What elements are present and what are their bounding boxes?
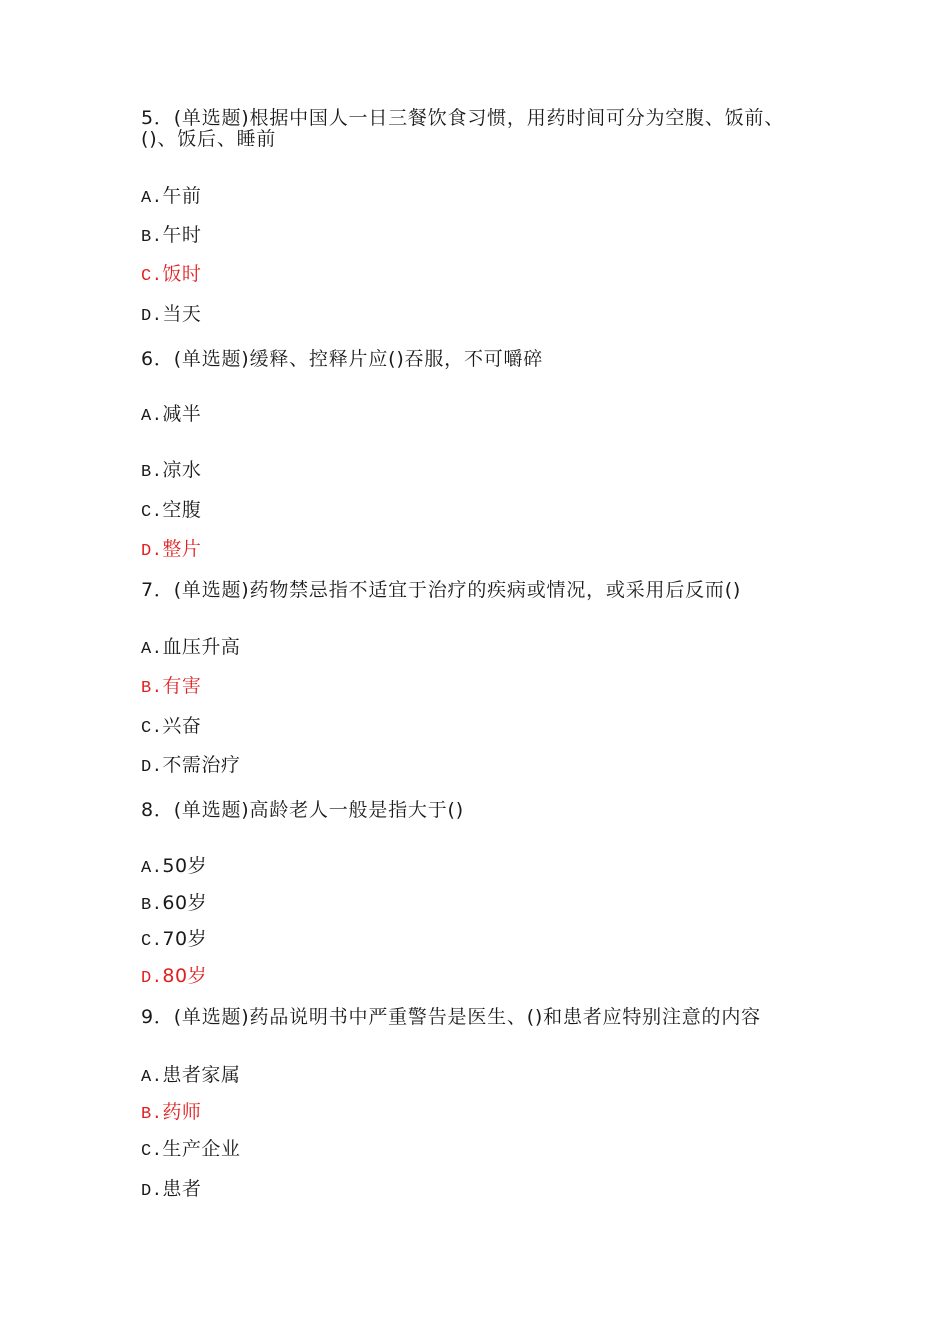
question-7-option-d [141, 754, 240, 779]
question-5-stem-line-2 [141, 128, 276, 150]
option-letter: A. [141, 189, 163, 208]
question-number: 7 [141, 579, 154, 601]
question-text: ．(单选题)药品说明书中严重警告是医生、()和患者应特别注意的内容 [153, 1006, 761, 1028]
option-text: 血压升高 [162, 636, 241, 658]
option-letter: C. [141, 1142, 163, 1161]
option-letter: D. [141, 1182, 163, 1201]
option-text: 整片 [162, 538, 202, 560]
question-8-option-d-correct [141, 965, 207, 990]
question-7-option-c [141, 715, 201, 740]
option-letter: D. [141, 542, 163, 561]
option-letter: C. [141, 932, 163, 951]
option-letter: C. [141, 267, 163, 286]
question-7-option-a [141, 636, 240, 661]
option-text: 50岁 [162, 855, 208, 877]
question-text: ．(单选题)药物禁忌指不适宜于治疗的疾病或情况，或采用后反而() [153, 579, 742, 601]
question-9-option-b-correct [141, 1101, 201, 1126]
question-6-stem [141, 348, 543, 370]
option-text: 午前 [162, 185, 202, 207]
option-text: 饭时 [162, 263, 202, 285]
question-7-stem [141, 579, 741, 601]
question-5-option-b [141, 224, 201, 249]
question-9-option-d [141, 1178, 201, 1203]
option-text: 有害 [162, 675, 202, 697]
option-text: 60岁 [162, 892, 208, 914]
option-text: 凉水 [162, 459, 202, 481]
option-letter: B. [141, 228, 163, 247]
option-text: 70岁 [162, 928, 208, 950]
question-number: 8 [141, 799, 154, 821]
question-8-option-a [141, 855, 207, 880]
option-letter: B. [141, 463, 163, 482]
question-6-option-c [141, 499, 201, 524]
option-text: 减半 [162, 403, 202, 425]
question-9-option-c [141, 1138, 240, 1163]
option-text: 患者家属 [162, 1064, 241, 1086]
question-number: 5 [141, 107, 154, 129]
option-text: 午时 [162, 224, 202, 246]
option-letter: D. [141, 307, 163, 326]
question-5-option-d [141, 303, 201, 328]
option-letter: A. [141, 1068, 163, 1087]
option-letter: D. [141, 969, 163, 988]
option-text: 80岁 [162, 965, 208, 987]
option-letter: D. [141, 758, 163, 777]
option-text: 空腹 [162, 499, 202, 521]
option-text: 当天 [162, 303, 202, 325]
question-5-option-a [141, 185, 201, 210]
question-text: ．(单选题)高龄老人一般是指大于() [153, 799, 464, 821]
question-text: ()、饭后、睡前 [141, 128, 277, 150]
option-text: 患者 [162, 1178, 202, 1200]
question-6-option-b [141, 459, 201, 484]
question-text: ．(单选题)根据中国人一日三餐饮食习惯，用药时间可分为空腹、饭前、 [153, 107, 785, 129]
question-6-option-d-correct [141, 538, 201, 563]
question-8-option-c [141, 928, 207, 953]
option-letter: C. [141, 719, 163, 738]
option-letter: A. [141, 407, 163, 426]
option-text: 不需治疗 [162, 754, 241, 776]
question-number: 6 [141, 348, 154, 370]
question-5-option-c-correct [141, 263, 201, 288]
question-number: 9 [141, 1006, 154, 1028]
option-letter: A. [141, 859, 163, 878]
option-letter: A. [141, 640, 163, 659]
option-text: 生产企业 [162, 1138, 241, 1160]
option-letter: B. [141, 679, 163, 698]
question-9-option-a [141, 1064, 240, 1089]
option-letter: C. [141, 503, 163, 522]
option-text: 药师 [162, 1101, 202, 1123]
question-8-option-b [141, 892, 207, 917]
option-letter: B. [141, 1105, 163, 1124]
question-8-stem [141, 799, 464, 821]
question-9-stem [141, 1006, 761, 1028]
question-5-stem-line-1 [141, 107, 784, 129]
option-letter: B. [141, 896, 163, 915]
question-7-option-b-correct [141, 675, 201, 700]
question-text: ．(单选题)缓释、控释片应()吞服，不可嚼碎 [153, 348, 544, 370]
option-text: 兴奋 [162, 715, 202, 737]
question-6-option-a [141, 403, 201, 428]
